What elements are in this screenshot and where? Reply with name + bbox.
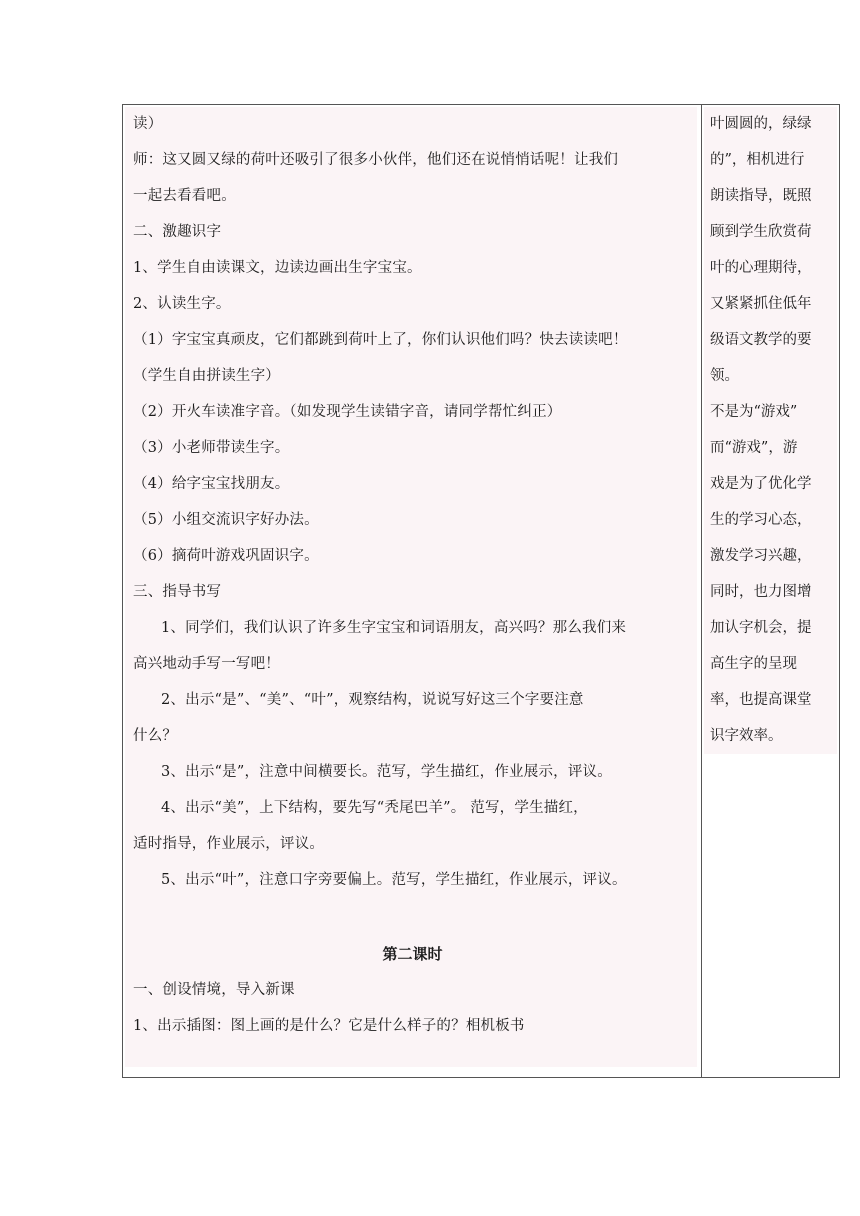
lesson-period-title: 第二课时: [382, 945, 443, 963]
text-line: 4、出示“美”，上下结构，要先写“秃尾巴羊”。 范写，学生描红，: [161, 800, 588, 816]
text-line: 5、出示“叶”，注意口字旁要偏上。范写，学生描红，作业展示，评议。: [161, 872, 627, 888]
text-line: 读）: [133, 116, 163, 132]
text-line: 什么？: [133, 728, 178, 744]
text-line: 高兴地动手写一写吧！: [133, 656, 280, 672]
text-line: 1、学生自由读课文，边读边画出生字宝宝。: [133, 260, 422, 276]
teaching-process-column: [123, 105, 702, 1077]
text-line: （学生自由拼读生字）: [133, 368, 280, 384]
text-line: 一起去看看吧。: [133, 188, 236, 204]
text-line: （6）摘荷叶游戏巩固识字。: [133, 548, 319, 564]
section-heading: 一、创设情境，导入新课: [133, 982, 295, 998]
note-line: 不是为“游戏”: [710, 404, 798, 420]
text-line: （1）字宝宝真顽皮，它们都跳到荷叶上了，你们认识他们吗？快去读读吧！: [133, 332, 628, 348]
note-line: 同时，也力图增: [710, 584, 812, 600]
note-line: 而“游戏”，游: [710, 440, 798, 456]
text-line: 1、同学们，我们认识了许多生字宝宝和词语朋友，高兴吗？那么我们来: [161, 620, 627, 636]
note-line: 率，也提高课堂: [710, 692, 812, 708]
text-line: 3、出示“是”，注意中间横要长。范写，学生描红，作业展示，评议。: [161, 764, 612, 780]
text-line: （3）小老师带读生字。: [133, 440, 290, 456]
note-line: 加认字机会，提: [710, 620, 812, 636]
lesson-table: [122, 104, 840, 1078]
note-line: 的”，相机进行: [710, 152, 805, 168]
note-line: 顾到学生欣赏荷: [710, 224, 812, 240]
text-line: （5）小组交流识字好办法。: [133, 512, 319, 528]
note-line: 生的学习心态，: [710, 512, 812, 528]
text-line: 2、认读生字。: [133, 296, 231, 312]
note-line: 叶的心理期待，: [710, 260, 812, 276]
text-line: 适时指导，作业展示，评议。: [133, 836, 325, 852]
design-notes-column: [702, 105, 839, 1077]
note-line: 又紧紧抓住低年: [710, 296, 812, 312]
section-heading: 二、激趣识字: [133, 224, 222, 240]
note-line: 识字效率。: [710, 728, 783, 744]
text-line: （2）开火车读准字音。（如发现学生读错字音，请同学帮忙纠正）: [133, 404, 562, 420]
text-line: （4）给字宝宝找朋友。: [133, 476, 290, 492]
note-line: 叶圆圆的，绿绿: [710, 116, 812, 132]
text-line: 2、出示“是”、“美”、“叶”，观察结构，说说写好这三个字要注意: [161, 692, 584, 708]
section-heading: 三、指导书写: [133, 584, 222, 600]
note-line: 朗读指导，既照: [710, 188, 812, 204]
text-line: 师：这又圆又绿的荷叶还吸引了很多小伙伴，他们还在说悄悄话呢！让我们: [133, 152, 619, 168]
note-line: 激发学习兴趣，: [710, 548, 812, 564]
note-line: 级语文教学的要: [710, 332, 812, 348]
note-line: 领。: [710, 368, 739, 384]
note-line: 戏是为了优化学: [710, 476, 812, 492]
note-line: 高生字的呈现: [710, 656, 797, 672]
text-line: 1、出示插图：图上画的是什么？它是什么样子的？相机板书: [133, 1018, 525, 1034]
